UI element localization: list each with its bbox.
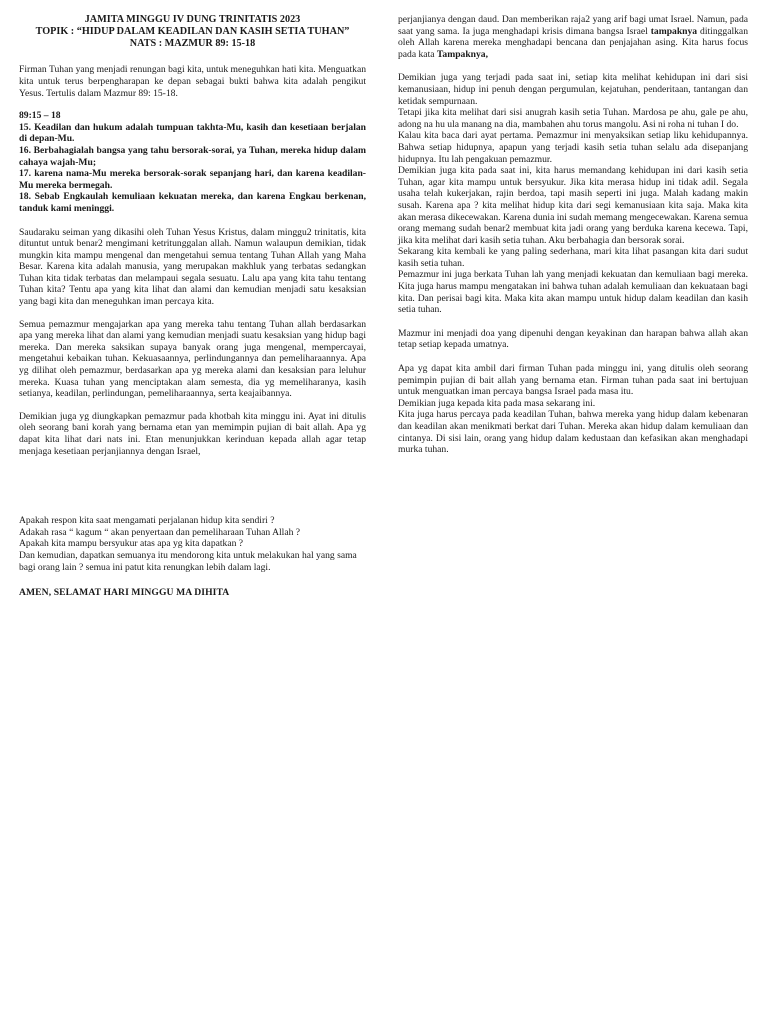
question-2: Adakah rasa “ kagum “ akan penyertaan dan pemeliharaan Tuhan Allah ? <box>19 526 301 538</box>
reflection-line-5: Sekarang kita kembali ke yang paling sederhana, mari kita lihat pasangan kita dari sudut kasih setia tuhan. <box>398 246 748 269</box>
emphasis-tampaknya-1: tampaknya <box>650 25 698 37</box>
body-paragraph-1: Saudaraku seiman yang dikasihi oleh Tuhan Yesus Kristus, dalam minggu2 trinitatis, kita dituntut untuk benar2 mengimani ketritunggalan allah. Namun walaupun demikian, tidak mungkin kita mampu mengenal dan mengetahui semua tentang Tuhan Allah yang Maha Besar. Karena kita adalah manusia, yang merupakan makhluk yang terbatas sedangkan Tuhan kita tidak terbatas dan melampaui segala sesuatu. Lalu apa yang kita tahu tentang Tuhan kita? Tentu apa yang kita lihat dan alami dan kemudian menjadi satu kesaksian yang bagi kita dan meneguhkan iman percaya kita. <box>19 226 366 308</box>
question-1: Apakah respon kita saat mengamati perjalanan hidup kita sendiri ? <box>19 515 275 527</box>
header-nats: NATS : MAZMUR 89: 15-18 <box>129 37 256 49</box>
verse-reference: 89:15 – 18 <box>19 110 61 122</box>
application-line-1: Apa yg dapat kita ambil dari firman Tuhan pada minggu ini, yang ditulis oleh seorang pemimpin pujian di bait allah yang bernama etan. Firman tuhan pada saat ini bertujuan untuk menguatkan iman percaya bangsa Israel pada masa itu. <box>398 363 748 398</box>
prayer-paragraph: Mazmur ini menjadi doa yang dipenuhi dengan keyakinan dan harapan bahwa allah akan tetap setiap kepada umatnya. <box>398 327 748 351</box>
verse-17: 17. karena nama-Mu mereka bersorak-sorak sepanjang hari, dan karena keadilan-Mu mereka bermegah. <box>19 168 366 191</box>
verse-15: 15. Keadilan dan hukum adalah tumpuan takhta-Mu, kasih dan kesetiaan berjalan di depan-Mu. <box>19 121 366 145</box>
continuation-paragraph <box>398 14 748 60</box>
reflection-questions <box>19 515 366 573</box>
continuation-text-b: ditinggalkan oleh Allah karena mereka menghadapi bencana dan penjajahan asing. Kita harus focus pada kata <box>398 25 748 60</box>
header-topic: TOPIK : “HIDUP DALAM KEADILAN DAN KASIH SETIA TUHAN” <box>35 25 350 37</box>
right-column <box>398 14 748 456</box>
body-paragraph-3: Demikian juga yg diungkapkan pemazmur pada khotbah kita minggu ini. Ayat ini ditulis oleh seorang bani korah yang bernama etan yan memimpin pujian di bait allah. Apa yg dapat kita lihat dari nats ini. Etan menunjukkan kerinduan kepada allah agar tetap menjaga kesetiaan perjanjiannya dengan Israel, <box>19 410 366 457</box>
question-4: Dan kemudian, dapatkan semuanya itu mendorong kita untuk melakukan hal yang sama bagi orang lain ? semua ini patut kita renungkan lebih dalam lagi. <box>19 549 357 573</box>
verse-16: 16. Berbahagialah bangsa yang tahu bersorak-sorai, ya Tuhan, mereka hidup dalam cahaya wajah-Mu; <box>19 144 366 168</box>
reflection-line-3: Kalau kita baca dari ayat pertama. Pemazmur ini menyaksikan setiap liku kehidupannya. Bahwa setiap hidupnya, apapun yang terjadi kasih setia tuhan selalu ada disepanjang hidupnya. Itu lah pengakuan pemazmur. <box>398 130 748 165</box>
application-line-3: Kita juga harus percaya pada keadilan Tuhan, bahwa mereka yang hidup dalam kebenaran dan keadilan akan menikmati berkat dari Tuhan. Mereka akan hidup dalam kemuliaan dan cintanya. Di sisi lain, orang yang hidup dalam kedustaan dan kefasikan akan menghadapi murka tuhan. <box>398 409 748 456</box>
continuation-text-a: perjanjianya dengan daud. Dan memberikan raja2 yang arif bagi umat Israel. Namun, pada saat yang sama. Ia juga menghadapi krisis dimana bangsa Israel <box>398 14 748 37</box>
intro-paragraph: Firman Tuhan yang menjadi renungan bagi kita, untuk meneguhkan hati kita. Menguatkan kita untuk terus berpengharapan ke depan sebagai bukti bahwa kita adalah pengikut Yesus. Tertulis dalam Mazmur 89: 15-18. <box>19 64 366 99</box>
header-title: JAMITA MINGGU IV DUNG TRINITATIS 2023 <box>84 14 301 25</box>
reflection-line-2: Tetapi jika kita melihat dari sisi anugrah kasih setia Tuhan. Mardosa pe ahu, gale pe ahu, adong na hu ula manang na dia, mambahen ahu torus mangolu. Asi ni roha ni tuhan I do. <box>398 107 748 130</box>
closing-line: AMEN, SELAMAT HARI MINGGU MA DIHITA <box>19 587 230 599</box>
reflection-line-1: Demikian juga yang terjadi pada saat ini, setiap kita melihat kehidupan ini dari sisi kemanusiaan, hidup ini penuh dengan pergumulan, kejatuhan, penderitaan, tantangan dan ketidak sempurnaan. <box>398 72 748 107</box>
verse-18: 18. Sebab Engkaulah kemuliaan kekuatan mereka, dan karena Engkau berkenan, tanduk kami meninggi. <box>19 191 366 214</box>
reflection-line-6: Pemazmur ini juga berkata Tuhan lah yang menjadi kekuatan dan kemuliaan bagi mereka. Kita juga harus mampu mengatakan ini bahwa tuhan adalah kemuliaan dan kekuataan bagi kita. Dan perisai bagi kita. Maka kita akan mampu untuk hidup dalam keadilan dan kasih setia tuhan. <box>398 269 748 316</box>
body-paragraph-2: Semua pemazmur mengajarkan apa yang mereka tahu tentang Tuhan allah berdasarkan apa yang mereka lihat dan alami yang kemudian menjadi suatu kesaksian yang hidup bagi mereka. Dan mereka saksikan supaya banyak orang juga mengenal, mempercayai, mengetahui kebaikan tuhan. Kekuasaannya, perlindungannya dan pemeliharaannya. Apa yg dilihat oleh pemazmur, berdasarkan apa yg mereka alami dan kesaksian para leluhur mereka. Kuasa tuhan yang menciptakan alam semesta, dia yg memeliharanya, kasih setianya, keadilan, perlindungan, pemeliharaannya, serta keajaibannya. <box>19 318 366 400</box>
left-column <box>19 14 366 599</box>
reflection-line-4: Demikian juga kita pada saat ini, kita harus memandang kehidupan ini dari kasih setia Tuhan, agar kita mampu untuk bersyukur. Jika kita merasa hidup ini tidak adil. Segala usaha telah kukerjakan, rajin berdoa, tapi masih seperti ini juga. Malah kadang makin susah. Karena apa ? kita melihat hidup kita dari segi kemanusiaan kita saja. Maka kita akan merasa dikecewakan. Karena dunia ini sudah memang mengecewakan. Karena semua orang memang sudah benar2 membuat kita jadi orang yang berduka karena kecewa. Tapi, jika kita melihat dari kasih setia tuhan. Aku berbahagia dan bersorak sorai. <box>398 165 749 246</box>
sermon-header <box>19 14 366 49</box>
question-3: Apakah kita mampu bersyukur atas apa yg kita dapatkan ? <box>19 538 244 550</box>
emphasis-tampaknya-2: Tampaknya, <box>436 48 488 60</box>
application-line-2: Demikian juga kepada kita pada masa sekarang ini. <box>398 397 596 409</box>
